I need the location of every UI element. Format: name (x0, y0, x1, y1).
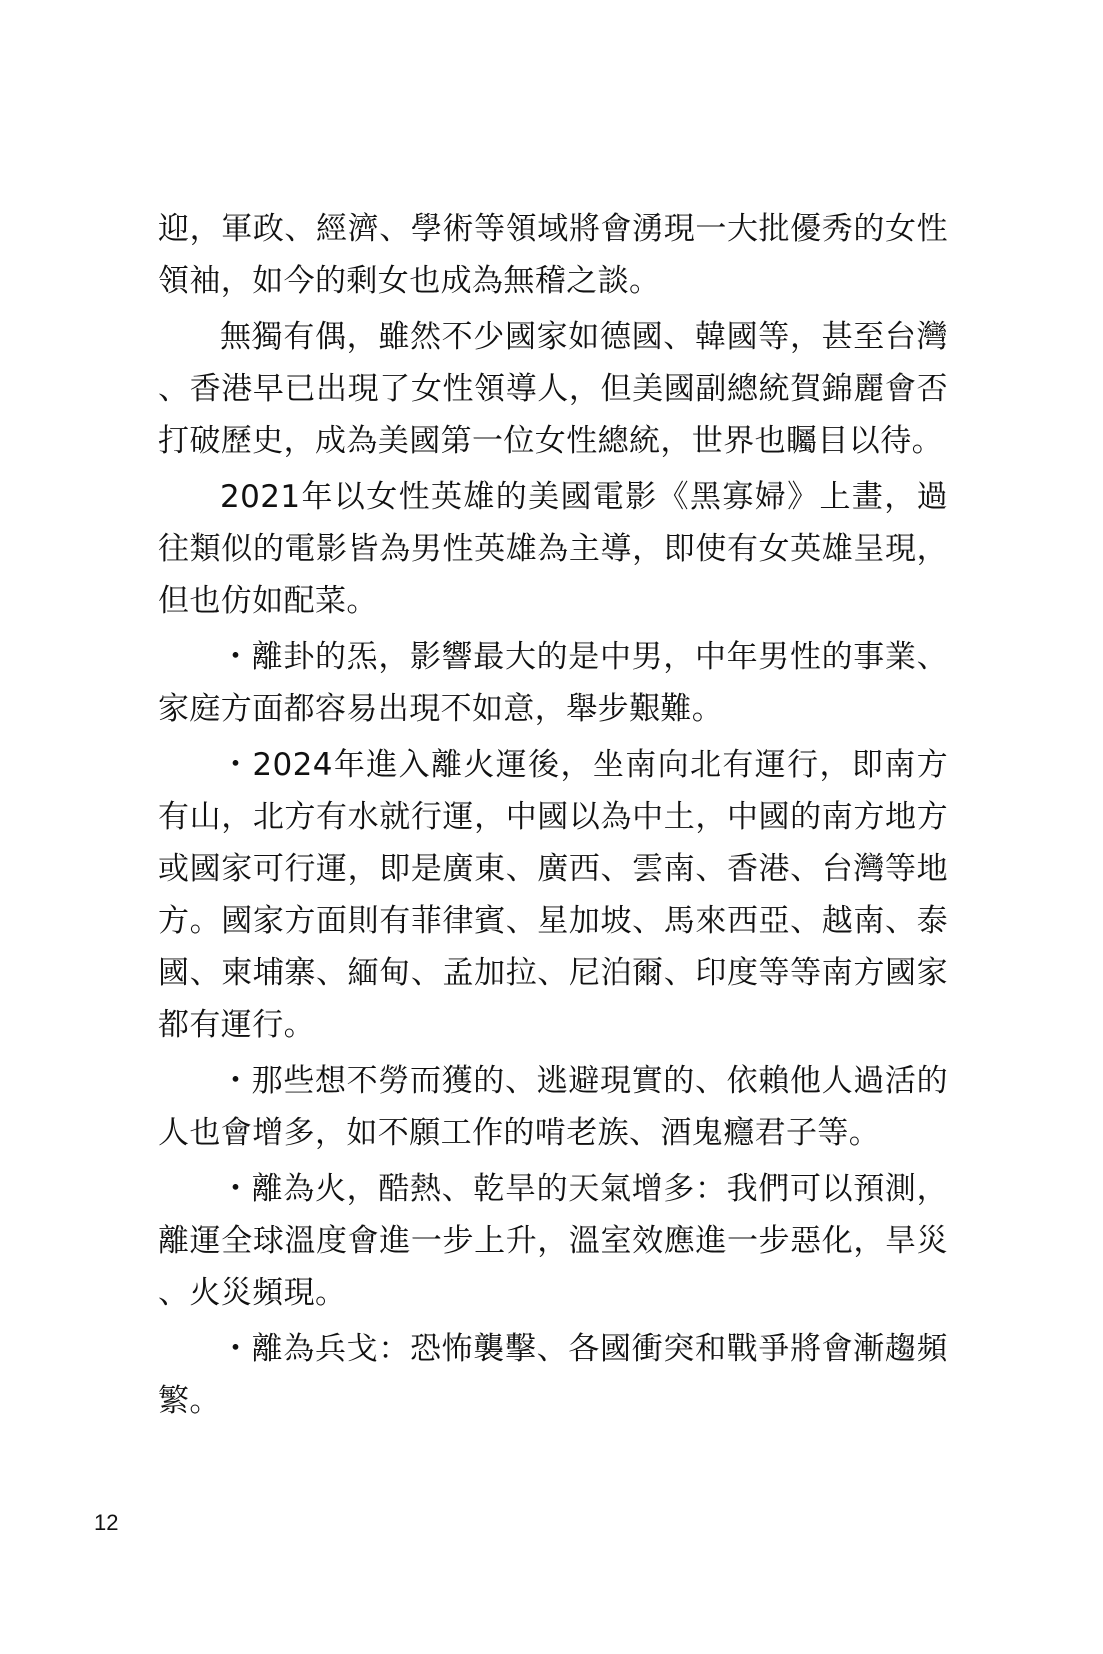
paragraph: ・離為火，酷熱、乾旱的天氣增多：我們可以預測，離運全球溫度會進一步上升，溫室效應進一步惡化，旱災、火災頻現。 (158, 1171, 948, 1311)
paragraph: 迎，軍政、經濟、學術等領域將會湧現一大批優秀的女性領袖，如今的剩女也成為無稽之談。 (158, 211, 948, 299)
paragraph: ・那些想不勞而獲的、逃避現實的、依賴他人過活的人也會增多，如不願工作的啃老族、酒鬼癮君子等。 (158, 1063, 948, 1151)
paragraph: 2021年以女性英雄的美國電影《黑寡婦》上畫，過往類似的電影皆為男性英雄為主導，即使有女英雄呈現，但也仿如配菜。 (158, 479, 948, 619)
paragraph: ・2024年進入離火運後，坐南向北有運行，即南方有山，北方有水就行運，中國以為中土，中國的南方地方或國家可行運，即是廣東、廣西、雲南、香港、台灣等地方。國家方面則有菲律賓、星加坡、馬來西亞、越南、泰國、柬埔寨、緬甸、孟加拉、尼泊爾、印度等等南方國家都有運行。 (158, 747, 948, 1043)
body-text (158, 203, 948, 1431)
paragraph: ・離為兵戈：恐怖襲擊、各國衝突和戰爭將會漸趨頻繁。 (158, 1331, 948, 1419)
paragraph: ・離卦的炁，影響最大的是中男，中年男性的事業、家庭方面都容易出現不如意，舉步艱難。 (158, 639, 948, 727)
page-number: 12 (94, 1510, 119, 1535)
paragraph: 無獨有偶，雖然不少國家如德國、韓國等，甚至台灣、香港早已出現了女性領導人，但美國副總統賀錦麗會否打破歷史，成為美國第一位女性總統，世界也矚目以待。 (158, 319, 948, 459)
